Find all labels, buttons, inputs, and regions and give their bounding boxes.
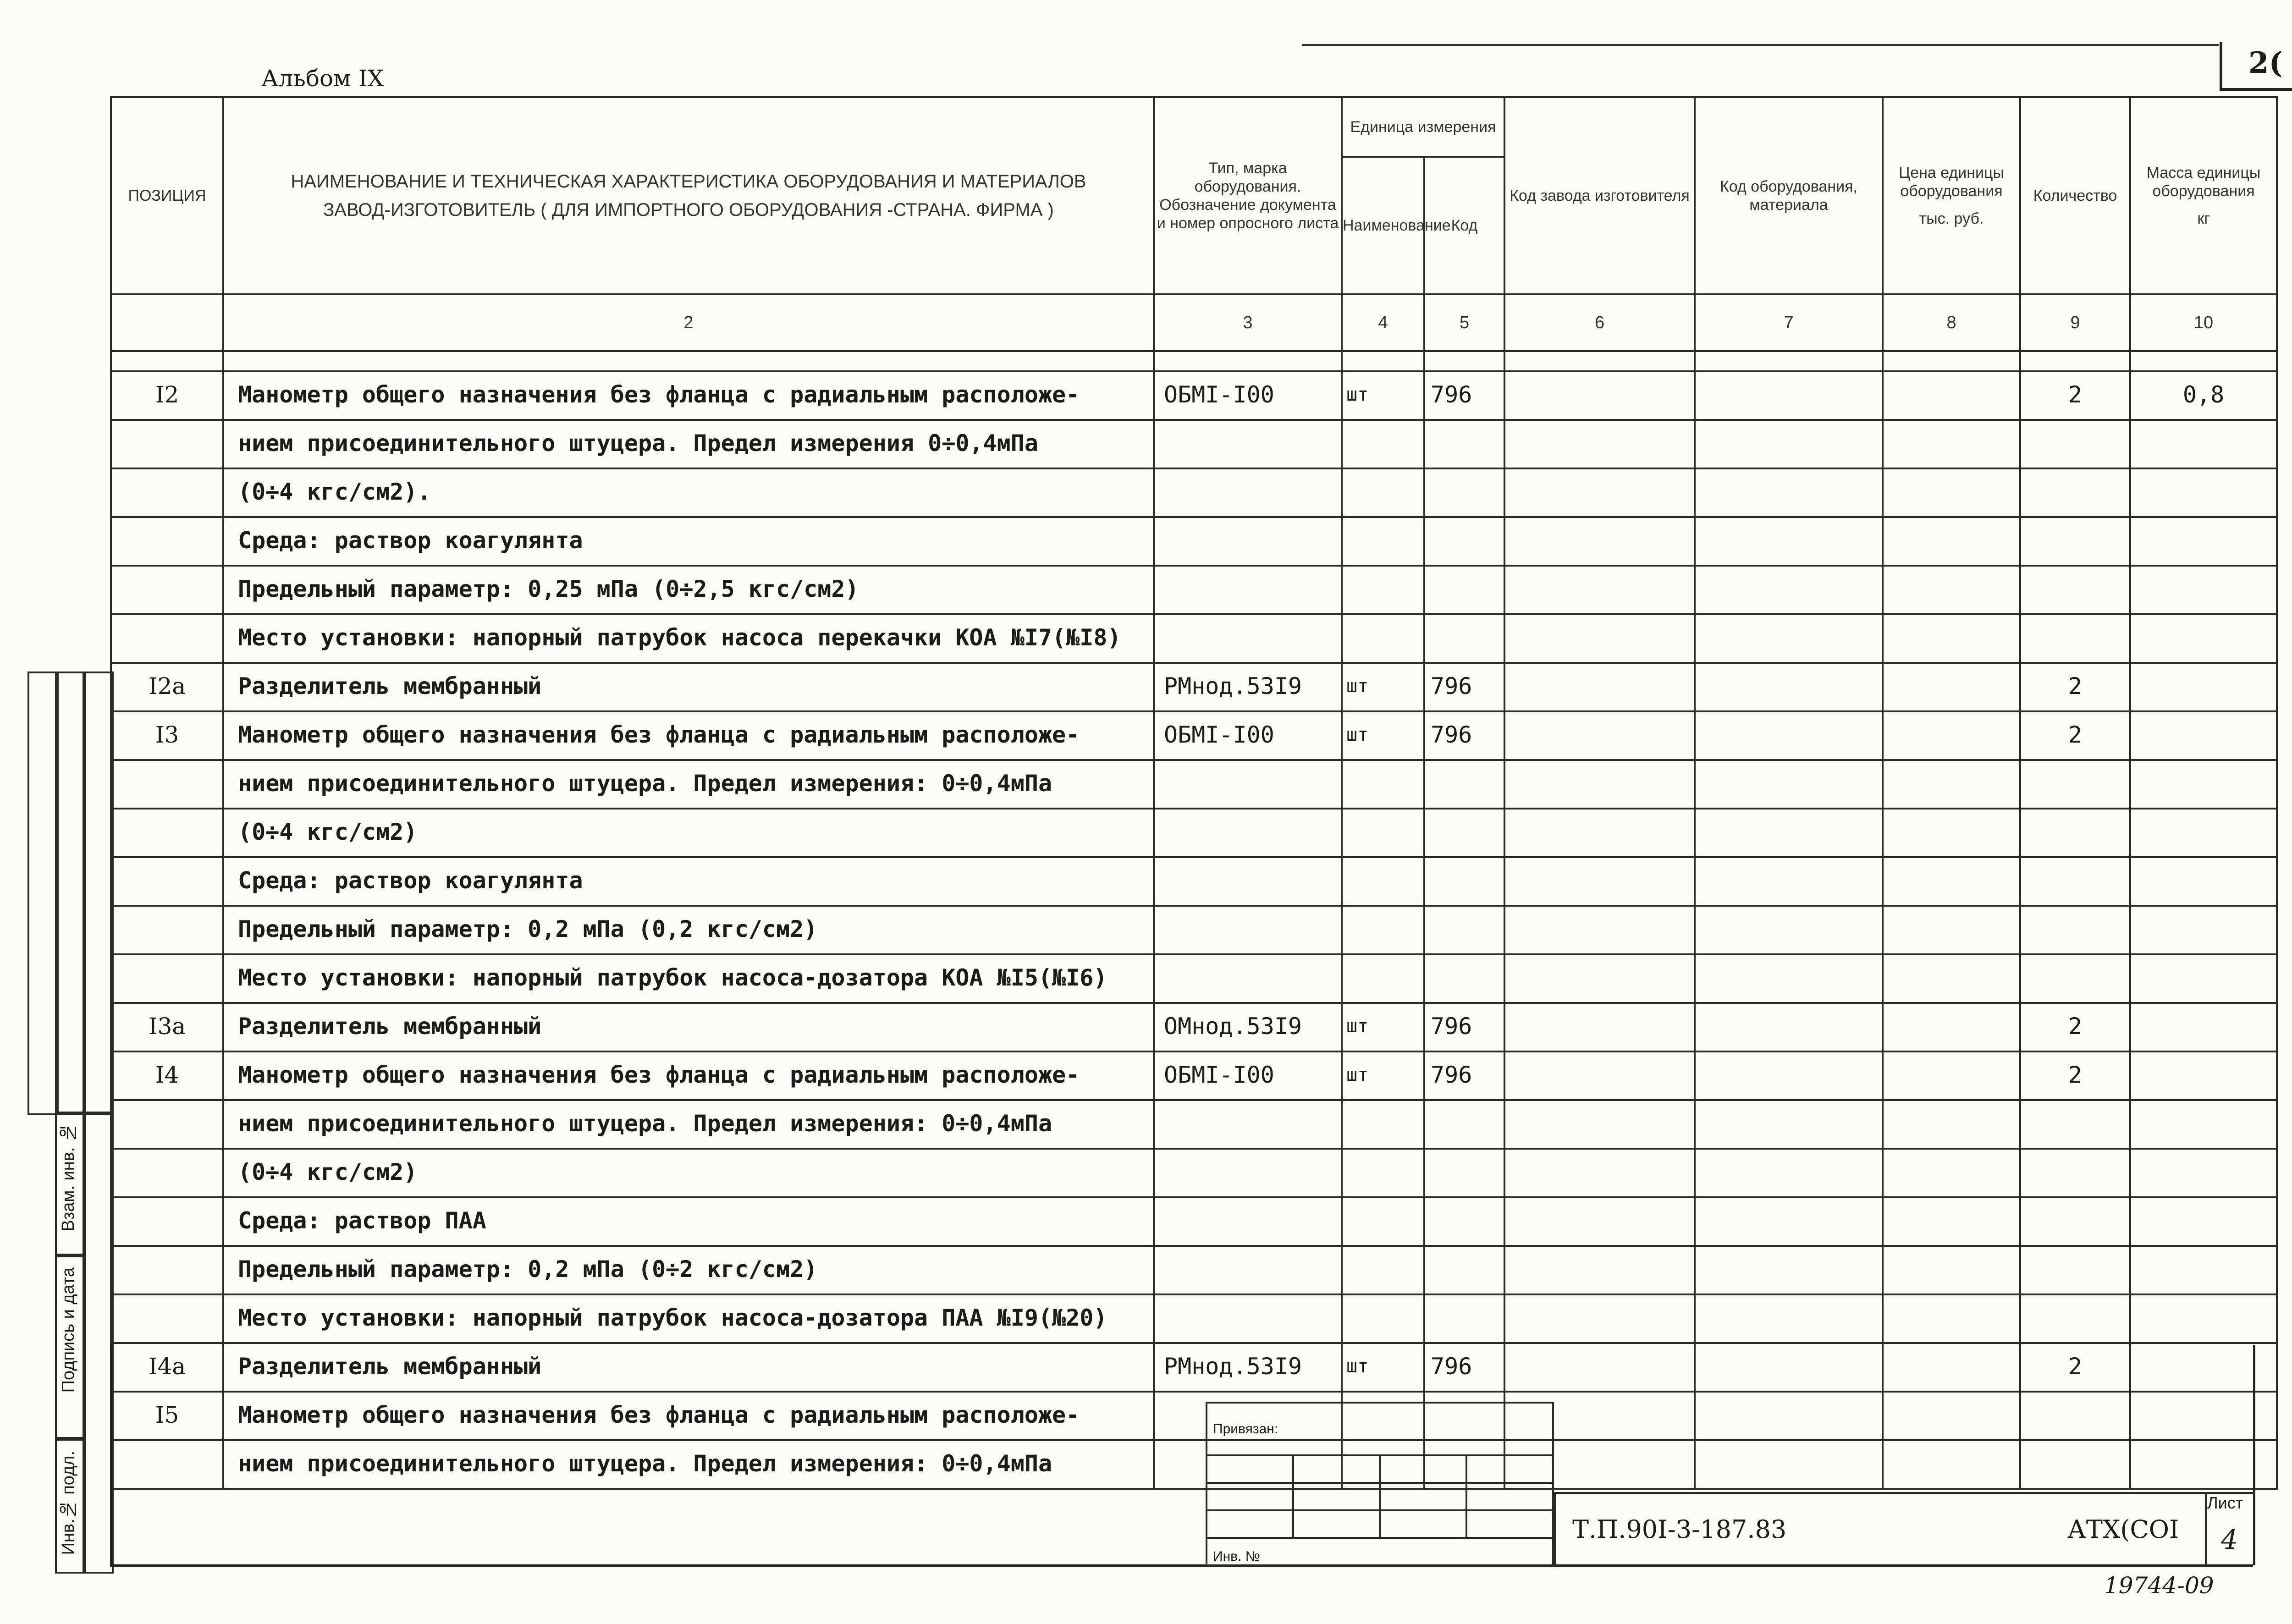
position-cell — [111, 468, 223, 517]
table-row — [111, 371, 2277, 420]
unit-cell — [1342, 566, 1424, 614]
mass-cell — [2130, 1003, 2277, 1051]
mass-cell — [2130, 1197, 2277, 1246]
factory-code-cell — [1504, 1197, 1695, 1246]
position-cell — [111, 1440, 223, 1489]
factory-code-cell — [1504, 566, 1695, 614]
mass-cell — [2130, 468, 2277, 517]
binding-strip — [28, 672, 117, 1570]
header-mass-unit: кг — [2197, 210, 2210, 227]
strip-replace-label: Взам. инв. № — [59, 1123, 78, 1232]
type-cell — [1154, 857, 1342, 906]
equipment-code-cell — [1695, 809, 1883, 857]
mass-cell — [2130, 711, 2277, 760]
column-number: 9 — [2020, 294, 2130, 351]
equipment-code-cell — [1695, 1149, 1883, 1197]
qty-cell — [2020, 760, 2130, 809]
position-cell — [111, 1294, 223, 1343]
name-cell: Предельный параметр: 0,25 мПа (0÷2,5 кгс/см2) — [223, 566, 1154, 614]
qty-cell: 2 — [2020, 711, 2130, 760]
equipment-code-cell — [1695, 760, 1883, 809]
price-cell — [1883, 1440, 2020, 1489]
unit-cell — [1342, 857, 1424, 906]
table-body — [111, 371, 2277, 1489]
unit-cell: шт — [1342, 371, 1424, 420]
unit-cell — [1342, 1149, 1424, 1197]
unit-code-cell — [1424, 517, 1504, 566]
header-equipment-code: Код оборудования, материала — [1695, 97, 1883, 294]
equipment-code-cell — [1695, 857, 1883, 906]
unit-code-cell: 796 — [1424, 371, 1504, 420]
table-row — [111, 517, 2277, 566]
unit-code-cell — [1424, 566, 1504, 614]
price-cell — [1883, 420, 2020, 468]
equipment-code-cell — [1695, 614, 1883, 663]
price-cell — [1883, 371, 2020, 420]
name-cell: Предельный параметр: 0,2 мПа (0÷2 кгс/см2) — [223, 1246, 1154, 1294]
unit-cell — [1342, 517, 1424, 566]
album-label: Альбом IX — [261, 65, 384, 92]
price-cell — [1883, 954, 2020, 1003]
price-cell — [1883, 1149, 2020, 1197]
position-cell — [111, 1100, 223, 1149]
unit-cell — [1342, 906, 1424, 954]
name-cell: нием присоединительного штуцера. Предел измерения: 0÷0,4мПа — [223, 760, 1154, 809]
name-cell: Манометр общего назначения без фланца с радиальным расположе- — [223, 1392, 1154, 1440]
name-cell: нием присоединительного штуцера. Предел измерения: 0÷0,4мПа — [223, 1100, 1154, 1149]
factory-code-cell — [1504, 1343, 1695, 1392]
type-cell — [1154, 1294, 1342, 1343]
type-cell — [1154, 906, 1342, 954]
factory-code-cell — [1504, 809, 1695, 857]
unit-cell — [1342, 1294, 1424, 1343]
unit-code-cell — [1424, 760, 1504, 809]
type-cell — [1154, 954, 1342, 1003]
qty-cell — [2020, 517, 2130, 566]
price-cell — [1883, 468, 2020, 517]
equipment-code-cell — [1695, 906, 1883, 954]
type-cell — [1154, 468, 1342, 517]
unit-cell — [1342, 1197, 1424, 1246]
sheet-number: 4 — [2221, 1524, 2238, 1555]
approval-block — [1206, 1402, 1554, 1564]
position-cell: I3а — [111, 1003, 223, 1051]
position-cell — [111, 760, 223, 809]
table-row — [111, 566, 2277, 614]
unit-cell — [1342, 954, 1424, 1003]
name-cell: Предельный параметр: 0,2 мПа (0,2 кгс/см2) — [223, 906, 1154, 954]
table-row — [111, 906, 2277, 954]
type-cell — [1154, 809, 1342, 857]
price-cell — [1883, 1392, 2020, 1440]
factory-code-cell — [1504, 468, 1695, 517]
unit-code-cell: 796 — [1424, 1051, 1504, 1100]
position-cell — [111, 954, 223, 1003]
mass-cell — [2130, 906, 2277, 954]
header-gap-row — [111, 351, 2277, 371]
qty-cell — [2020, 420, 2130, 468]
unit-cell: шт — [1342, 711, 1424, 760]
type-cell — [1154, 614, 1342, 663]
qty-cell — [2020, 1294, 2130, 1343]
type-cell: ОБМI-I00 — [1154, 711, 1342, 760]
name-cell: Среда: раствор коагулянта — [223, 517, 1154, 566]
qty-cell: 2 — [2020, 371, 2130, 420]
table-row — [111, 1246, 2277, 1294]
price-cell — [1883, 1246, 2020, 1294]
name-cell: (0÷4 кгс/см2). — [223, 468, 1154, 517]
qty-cell — [2020, 1149, 2130, 1197]
table-row — [111, 760, 2277, 809]
equipment-code-cell — [1695, 1392, 1883, 1440]
mass-cell — [2130, 420, 2277, 468]
mass-cell — [2130, 954, 2277, 1003]
factory-code-cell — [1504, 857, 1695, 906]
unit-cell: шт — [1342, 1003, 1424, 1051]
qty-cell — [2020, 857, 2130, 906]
mass-cell — [2130, 566, 2277, 614]
unit-code-cell — [1424, 1197, 1504, 1246]
qty-cell — [2020, 1197, 2130, 1246]
mass-cell — [2130, 517, 2277, 566]
type-cell: ОМнод.53I9 — [1154, 1003, 1342, 1051]
name-cell: Среда: раствор коагулянта — [223, 857, 1154, 906]
name-cell: Место установки: напорный патрубок насоса-дозатора ПАА №I9(№20) — [223, 1294, 1154, 1343]
column-number: 6 — [1504, 294, 1695, 351]
name-cell: нием присоединительного штуцера. Предел измерения 0÷0,4мПа — [223, 420, 1154, 468]
position-cell — [111, 906, 223, 954]
qty-cell — [2020, 1440, 2130, 1489]
header-factory-code: Код завода изготовителя — [1504, 97, 1695, 294]
factory-code-cell — [1504, 954, 1695, 1003]
position-cell — [111, 566, 223, 614]
qty-cell — [2020, 614, 2130, 663]
mass-cell — [2130, 1051, 2277, 1100]
factory-code-cell — [1504, 420, 1695, 468]
name-cell: Манометр общего назначения без фланца с радиальным расположе- — [223, 711, 1154, 760]
header-type: Тип, марка оборудования. Обозначение документа и номер опросного листа — [1154, 97, 1342, 294]
table-row — [111, 1294, 2277, 1343]
header-mass-label: Масса единицы оборудования — [2146, 164, 2261, 200]
unit-cell — [1342, 468, 1424, 517]
header-unit-code: Код — [1424, 157, 1504, 294]
unit-code-cell — [1424, 954, 1504, 1003]
name-cell: Манометр общего назначения без фланца с радиальным расположе- — [223, 371, 1154, 420]
inv-number-label: Инв. № — [1207, 1538, 1553, 1565]
equipment-code-cell — [1695, 420, 1883, 468]
unit-code-cell — [1424, 1294, 1504, 1343]
mass-cell: 0,8 — [2130, 371, 2277, 420]
strip-cell-c — [83, 672, 114, 1115]
unit-cell — [1342, 420, 1424, 468]
table-row — [111, 1149, 2277, 1197]
header-price — [1883, 97, 2020, 294]
type-cell — [1154, 566, 1342, 614]
position-cell: I5 — [111, 1392, 223, 1440]
price-cell — [1883, 711, 2020, 760]
price-cell — [1883, 857, 2020, 906]
type-cell — [1154, 1149, 1342, 1197]
equipment-code-cell — [1695, 954, 1883, 1003]
qty-cell — [2020, 906, 2130, 954]
unit-cell — [1342, 1100, 1424, 1149]
factory-code-cell — [1504, 760, 1695, 809]
column-number: 8 — [1883, 294, 2020, 351]
equipment-code-cell — [1695, 1100, 1883, 1149]
header-price-unit: тыс. руб. — [1919, 210, 1984, 227]
equipment-code-cell — [1695, 1294, 1883, 1343]
factory-code-cell — [1504, 614, 1695, 663]
column-number: 10 — [2130, 294, 2277, 351]
document-number: Т.П.90I-3-187.83 — [1572, 1515, 1787, 1544]
qty-cell — [2020, 809, 2130, 857]
type-cell: ОБМI-I00 — [1154, 371, 1342, 420]
unit-code-cell — [1424, 1100, 1504, 1149]
strip-inv-label: Инв.№ подл. — [59, 1451, 78, 1555]
header-mass — [2130, 97, 2277, 294]
unit-code-cell: 796 — [1424, 711, 1504, 760]
position-cell — [111, 1246, 223, 1294]
unit-cell: шт — [1342, 663, 1424, 711]
qty-cell — [2020, 566, 2130, 614]
price-cell — [1883, 906, 2020, 954]
document-mark: АТХ(СОI — [2067, 1515, 2179, 1544]
position-cell — [111, 517, 223, 566]
table-row — [111, 809, 2277, 857]
qty-cell — [2020, 1100, 2130, 1149]
name-cell: Разделитель мембранный — [223, 1003, 1154, 1051]
name-cell: Манометр общего назначения без фланца с радиальным расположе- — [223, 1051, 1154, 1100]
table-row — [111, 1051, 2277, 1100]
unit-code-cell: 796 — [1424, 1343, 1504, 1392]
mass-cell — [2130, 1246, 2277, 1294]
factory-code-cell — [1504, 1149, 1695, 1197]
column-number-row — [111, 294, 2277, 351]
equipment-code-cell — [1695, 711, 1883, 760]
unit-code-cell — [1424, 1149, 1504, 1197]
unit-cell — [1342, 809, 1424, 857]
header-price-label: Цена единицы оборудования — [1899, 164, 2004, 200]
header-name-line2: ЗАВОД-ИЗГОТОВИТЕЛЬ ( ДЛЯ ИМПОРТНОГО ОБОРУДОВАНИЯ -СТРАНА. ФИРМА ) — [323, 200, 1054, 220]
price-cell — [1883, 1003, 2020, 1051]
position-cell — [111, 1197, 223, 1246]
name-cell: Разделитель мембранный — [223, 663, 1154, 711]
equipment-code-cell — [1695, 371, 1883, 420]
unit-cell: шт — [1342, 1051, 1424, 1100]
unit-code-cell — [1424, 420, 1504, 468]
price-cell — [1883, 614, 2020, 663]
specification-table — [110, 96, 2278, 1490]
mass-cell — [2130, 857, 2277, 906]
type-cell — [1154, 1100, 1342, 1149]
column-number: 2 — [223, 294, 1154, 351]
factory-code-cell — [1504, 711, 1695, 760]
position-cell: I3 — [111, 711, 223, 760]
equipment-code-cell — [1695, 517, 1883, 566]
page-number: 2( — [2248, 46, 2283, 80]
table-row — [111, 1003, 2277, 1051]
position-cell — [111, 809, 223, 857]
price-cell — [1883, 663, 2020, 711]
type-cell — [1154, 760, 1342, 809]
price-cell — [1883, 517, 2020, 566]
table-row — [111, 857, 2277, 906]
strip-sign-label: Подпись и дата — [59, 1267, 78, 1393]
column-number: 3 — [1154, 294, 1342, 351]
position-cell: I2 — [111, 371, 223, 420]
table-row — [111, 954, 2277, 1003]
unit-code-cell — [1424, 468, 1504, 517]
top-frame-line — [1302, 44, 2219, 46]
position-cell: I4а — [111, 1343, 223, 1392]
unit-code-cell — [1424, 614, 1504, 663]
unit-code-cell: 796 — [1424, 1003, 1504, 1051]
factory-code-cell — [1504, 517, 1695, 566]
type-cell: РМнод.53I9 — [1154, 663, 1342, 711]
sheet-label: Лист — [2207, 1493, 2243, 1512]
mass-cell — [2130, 614, 2277, 663]
factory-code-cell — [1504, 906, 1695, 954]
header-unit-group: Единица измерения — [1342, 97, 1504, 157]
factory-code-cell — [1504, 1003, 1695, 1051]
price-cell — [1883, 1051, 2020, 1100]
factory-code-cell — [1504, 1100, 1695, 1149]
qty-cell: 2 — [2020, 1343, 2130, 1392]
type-cell: ОБМI-I00 — [1154, 1051, 1342, 1100]
strip-cell-b — [55, 672, 86, 1115]
name-cell: Среда: раствор ПАА — [223, 1197, 1154, 1246]
frame-left — [110, 1345, 112, 1565]
unit-cell — [1342, 1246, 1424, 1294]
mass-cell — [2130, 1100, 2277, 1149]
unit-cell: шт — [1342, 1343, 1424, 1392]
position-cell: I4 — [111, 1051, 223, 1100]
price-cell — [1883, 1294, 2020, 1343]
position-cell — [111, 857, 223, 906]
column-number: 4 — [1342, 294, 1424, 351]
factory-code-cell — [1504, 371, 1695, 420]
table-row — [111, 420, 2277, 468]
factory-code-cell — [1504, 1246, 1695, 1294]
qty-cell: 2 — [2020, 663, 2130, 711]
unit-cell — [1342, 614, 1424, 663]
price-cell — [1883, 1197, 2020, 1246]
type-cell — [1154, 1246, 1342, 1294]
unit-code-cell — [1424, 1246, 1504, 1294]
mass-cell — [2130, 663, 2277, 711]
header-qty: Количество — [2020, 97, 2130, 294]
table-row — [111, 1197, 2277, 1246]
price-cell — [1883, 1343, 2020, 1392]
factory-code-cell — [1504, 1294, 1695, 1343]
price-cell — [1883, 760, 2020, 809]
position-cell: I2а — [111, 663, 223, 711]
header-position: ПОЗИЦИЯ — [111, 97, 223, 294]
mass-cell — [2130, 1149, 2277, 1197]
qty-cell — [2020, 468, 2130, 517]
unit-code-cell — [1424, 809, 1504, 857]
table-row — [111, 1392, 2277, 1440]
name-cell: (0÷4 кгс/см2) — [223, 809, 1154, 857]
factory-code-cell — [1504, 663, 1695, 711]
header-name — [223, 97, 1154, 294]
qty-cell — [2020, 1246, 2130, 1294]
price-cell — [1883, 1100, 2020, 1149]
equipment-code-cell — [1695, 1197, 1883, 1246]
equipment-code-cell — [1695, 1003, 1883, 1051]
mass-cell — [2130, 760, 2277, 809]
table-row — [111, 468, 2277, 517]
unit-cell — [1342, 760, 1424, 809]
mass-cell — [2130, 809, 2277, 857]
mass-cell — [2130, 1294, 2277, 1343]
equipment-code-cell — [1695, 663, 1883, 711]
name-cell: Разделитель мембранный — [223, 1343, 1154, 1392]
qty-cell: 2 — [2020, 1051, 2130, 1100]
name-cell: Место установки: напорный патрубок насоса-дозатора КОА №I5(№I6) — [223, 954, 1154, 1003]
table-row — [111, 1343, 2277, 1392]
strip-blank-cell — [83, 1112, 114, 1574]
type-cell — [1154, 1197, 1342, 1246]
header-name-line1: НАИМЕНОВАНИЕ И ТЕХНИЧЕСКАЯ ХАРАКТЕРИСТИКА ОБОРУДОВАНИЯ И МАТЕРИАЛОВ — [291, 171, 1086, 192]
table-row — [111, 1100, 2277, 1149]
equipment-code-cell — [1695, 1051, 1883, 1100]
qty-cell: 2 — [2020, 1003, 2130, 1051]
name-cell: (0÷4 кгс/см2) — [223, 1149, 1154, 1197]
name-cell: нием присоединительного штуцера. Предел измерения: 0÷0,4мПа — [223, 1440, 1154, 1489]
unit-code-cell: 796 — [1424, 663, 1504, 711]
equipment-code-cell — [1695, 1246, 1883, 1294]
type-cell — [1154, 420, 1342, 468]
table-row — [111, 614, 2277, 663]
unit-code-cell — [1424, 906, 1504, 954]
equipment-code-cell — [1695, 1440, 1883, 1489]
price-cell — [1883, 566, 2020, 614]
table-row — [111, 711, 2277, 760]
factory-code-cell — [1504, 1051, 1695, 1100]
qty-cell — [2020, 954, 2130, 1003]
qty-cell — [2020, 1392, 2130, 1440]
position-cell — [111, 420, 223, 468]
column-number: 5 — [1424, 294, 1504, 351]
unit-code-cell — [1424, 857, 1504, 906]
name-cell: Место установки: напорный патрубок насоса перекачки КОА №I7(№I8) — [223, 614, 1154, 663]
price-cell — [1883, 809, 2020, 857]
strip-cell-a — [28, 672, 59, 1115]
table-row — [111, 1440, 2277, 1489]
equipment-code-cell — [1695, 468, 1883, 517]
type-cell — [1154, 517, 1342, 566]
column-number-1 — [111, 294, 223, 351]
equipment-code-cell — [1695, 1343, 1883, 1392]
approved-label: Привязан: — [1207, 1403, 1553, 1455]
equipment-code-cell — [1695, 566, 1883, 614]
table-row — [111, 663, 2277, 711]
type-cell: РМнод.53I9 — [1154, 1343, 1342, 1392]
header-unit-name: Наименование — [1342, 157, 1424, 294]
position-cell — [111, 1149, 223, 1197]
column-number: 7 — [1695, 294, 1883, 351]
position-cell — [111, 614, 223, 663]
archive-stamp: 19744-09 — [2104, 1572, 2214, 1599]
